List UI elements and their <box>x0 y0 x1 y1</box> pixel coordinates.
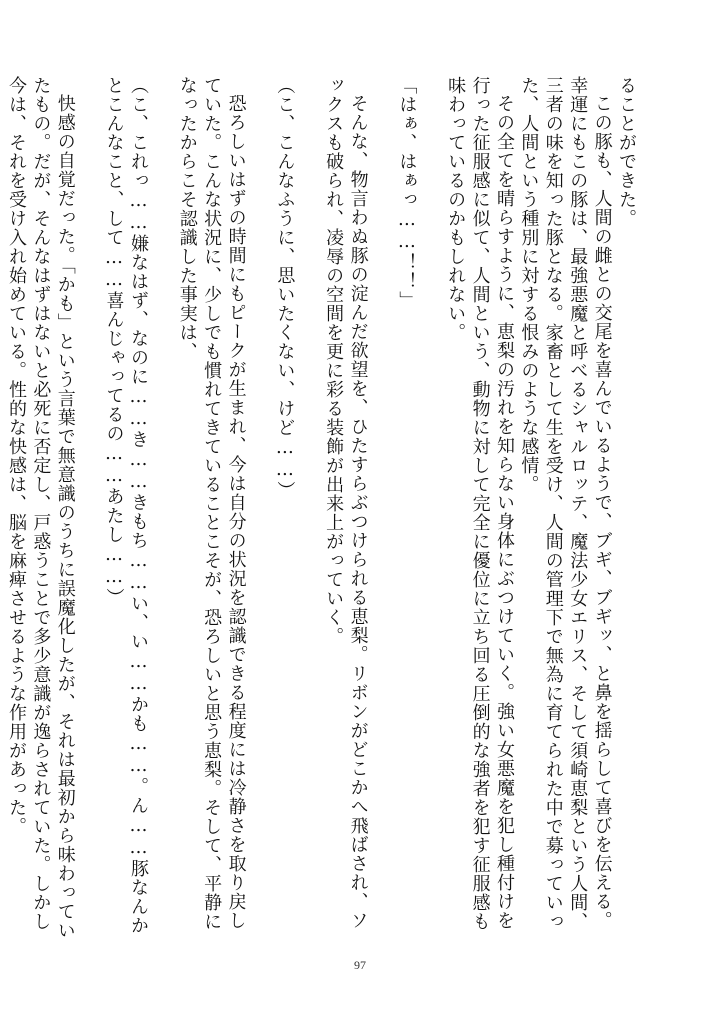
blank-line <box>248 76 272 946</box>
blank-line <box>77 76 101 946</box>
paragraph: 快感の自覚だった。「かも」という言葉で無意識のうちに誤魔化したが、それは最初から味わっていたもの。だが、そんなはずはないと必死に否定し、戸惑うことで多少意識が逸らされていた。しかし今は、それを受け入れ始めている。性的な快感は、脳を麻痺させるような作用があった。 <box>5 76 76 940</box>
inner-monologue: （こ、こんなふうに、思いたくない、けど……） <box>274 76 296 500</box>
inner-monologue: （こ、これっ……嫌なはず、なのに……き……きもち……い、い……かも……。ん……豚なんかとこんなこと、して……喜んじゃってるの……あたし……） <box>103 76 149 935</box>
blank-line <box>150 76 174 946</box>
paragraph: 恐ろしいはずの時間にもピークが生まれ、今は自分の状況を認識できる程度には冷静さを取り戻していた。こんな状況に、少しでも慣れてきていることこそが、恐ろしいと思う恵梨。そして、平静になったからこそ認識した事実は、 <box>176 76 247 931</box>
paragraph: そんな、物言わぬ豚の淀んだ欲望を、ひたすらぶつけられる恵梨。リボンがどこかへ飛ばされ、ソックスも破られ、凌辱の空間を更に彩る装飾が出来上がっていく。 <box>323 76 369 930</box>
page-number: 97 <box>354 958 366 972</box>
vertical-text-body <box>5 76 638 946</box>
paragraph: ることができた。 <box>616 76 637 228</box>
blank-line <box>370 76 394 946</box>
blank-line <box>418 76 442 946</box>
dialogue-line: 「はぁ、はぁっ……！！」 <box>396 76 418 310</box>
paragraph: この豚も、人間の雌との交尾を喜んでいるようで、ブギ、ブギッ、と鼻を揺らして喜びを伝える。幸運にもこの豚は、最強悪魔と呼べるシャルロッテ、魔法少女エリス、そして須崎恵梨という人間、三者の味を知った豚となる。家畜として生を受け、人間の管理下で無為に育てられた中で募っていった、人間という種別に対する恨みのような感情。 <box>518 76 613 931</box>
paragraph: その全てを晴らすように、恵梨の汚れを知らない身体にぶつけていく。強い女悪魔を犯し種付けを行った征服感に似て、人間という、動物に対して完全に優位に立ち回る圧倒的な強者を犯す征服感も味わっているのかもしれない。 <box>445 76 515 931</box>
blank-line <box>296 76 320 946</box>
